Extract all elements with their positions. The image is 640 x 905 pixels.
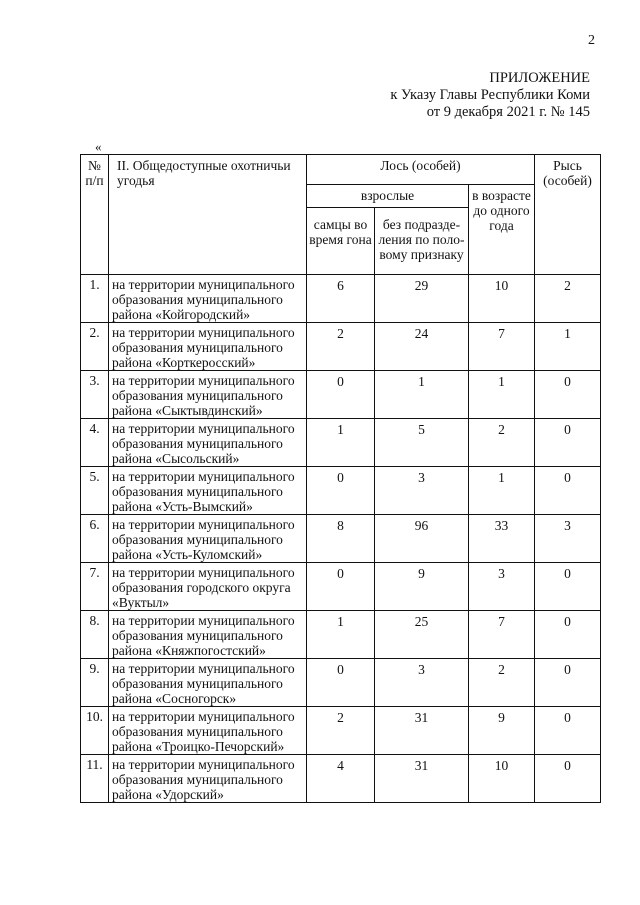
territory-name: на территории муниципального образования муниципального района «Корткеросский» xyxy=(109,323,307,371)
males-count: 2 xyxy=(307,707,375,755)
table-row xyxy=(81,707,601,755)
males-count: 8 xyxy=(307,515,375,563)
males-count: 0 xyxy=(307,371,375,419)
unsexed-count: 96 xyxy=(375,515,469,563)
young-count: 10 xyxy=(469,275,535,323)
row-number: 5. xyxy=(81,467,109,515)
young-count: 2 xyxy=(469,419,535,467)
territory-name: на территории муниципального образования муниципального района «Усть-Вымский» xyxy=(109,467,307,515)
unsexed-count: 9 xyxy=(375,563,469,611)
young-count: 3 xyxy=(469,563,535,611)
table-row xyxy=(81,563,601,611)
table-row xyxy=(81,323,601,371)
page-number: 2 xyxy=(588,33,595,48)
row-number: 1. xyxy=(81,275,109,323)
males-count: 0 xyxy=(307,467,375,515)
header-young: в возрасте до одного года xyxy=(469,185,535,275)
table-row xyxy=(81,515,601,563)
males-count: 1 xyxy=(307,611,375,659)
row-number: 9. xyxy=(81,659,109,707)
males-count: 4 xyxy=(307,755,375,803)
lynx-count: 1 xyxy=(535,323,601,371)
males-count: 2 xyxy=(307,323,375,371)
hunting-quota-table xyxy=(80,154,601,803)
header-moose: Лось (особей) xyxy=(307,155,535,185)
appendix-decree-line: к Указу Главы Республики Коми xyxy=(390,87,590,103)
table-row xyxy=(81,659,601,707)
header-adults: взрослые xyxy=(307,185,469,208)
territory-name: на территории муниципального образования муниципального района «Княжпогостский» xyxy=(109,611,307,659)
males-count: 1 xyxy=(307,419,375,467)
row-number: 4. xyxy=(81,419,109,467)
territory-name: на территории муниципального образования муниципального района «Троицко-Печорский» xyxy=(109,707,307,755)
header-lynx: Рысь (особей) xyxy=(535,155,601,275)
lynx-count: 0 xyxy=(535,755,601,803)
opening-quote-mark: « xyxy=(95,139,102,154)
unsexed-count: 25 xyxy=(375,611,469,659)
header-territory: II. Общедоступные охотничьи угодья xyxy=(109,155,307,275)
lynx-count: 0 xyxy=(535,659,601,707)
row-number: 3. xyxy=(81,371,109,419)
young-count: 1 xyxy=(469,467,535,515)
unsexed-count: 24 xyxy=(375,323,469,371)
row-number: 7. xyxy=(81,563,109,611)
territory-name: на территории муниципального образования муниципального района «Усть-Куломский» xyxy=(109,515,307,563)
unsexed-count: 3 xyxy=(375,659,469,707)
unsexed-count: 29 xyxy=(375,275,469,323)
lynx-count: 3 xyxy=(535,515,601,563)
table-row xyxy=(81,755,601,803)
header-males: самцы во время гона xyxy=(307,208,375,275)
territory-name: на территории муниципального образования муниципального района «Сысольский» xyxy=(109,419,307,467)
territory-name: на территории муниципального образования муниципального района «Сыктывдинский» xyxy=(109,371,307,419)
lynx-count: 2 xyxy=(535,275,601,323)
table-row xyxy=(81,419,601,467)
territory-name: на территории муниципального образования муниципального района «Койгородский» xyxy=(109,275,307,323)
row-number: 11. xyxy=(81,755,109,803)
unsexed-count: 31 xyxy=(375,755,469,803)
table-row xyxy=(81,467,601,515)
lynx-count: 0 xyxy=(535,419,601,467)
header-num: № п/п xyxy=(81,155,109,275)
territory-name: на территории муниципального образования муниципального района «Сосногорск» xyxy=(109,659,307,707)
row-number: 10. xyxy=(81,707,109,755)
males-count: 0 xyxy=(307,659,375,707)
young-count: 33 xyxy=(469,515,535,563)
header-no-sex: без подразде-ления по поло-вому признаку xyxy=(375,208,469,275)
lynx-count: 0 xyxy=(535,707,601,755)
young-count: 7 xyxy=(469,323,535,371)
row-number: 6. xyxy=(81,515,109,563)
unsexed-count: 5 xyxy=(375,419,469,467)
young-count: 2 xyxy=(469,659,535,707)
young-count: 7 xyxy=(469,611,535,659)
appendix-header xyxy=(390,70,590,121)
territory-name: на территории муниципального образования городского округа «Вуктыл» xyxy=(109,563,307,611)
row-number: 8. xyxy=(81,611,109,659)
table-row xyxy=(81,611,601,659)
territory-name: на территории муниципального образования муниципального района «Удорский» xyxy=(109,755,307,803)
table-row xyxy=(81,371,601,419)
lynx-count: 0 xyxy=(535,467,601,515)
table-header-row-1 xyxy=(81,155,601,185)
young-count: 10 xyxy=(469,755,535,803)
unsexed-count: 31 xyxy=(375,707,469,755)
lynx-count: 0 xyxy=(535,563,601,611)
row-number: 2. xyxy=(81,323,109,371)
males-count: 0 xyxy=(307,563,375,611)
young-count: 9 xyxy=(469,707,535,755)
young-count: 1 xyxy=(469,371,535,419)
appendix-title: ПРИЛОЖЕНИЕ xyxy=(489,70,590,86)
table-row xyxy=(81,275,601,323)
appendix-date-line: от 9 декабря 2021 г. № 145 xyxy=(426,104,590,120)
lynx-count: 0 xyxy=(535,611,601,659)
lynx-count: 0 xyxy=(535,371,601,419)
unsexed-count: 3 xyxy=(375,467,469,515)
unsexed-count: 1 xyxy=(375,371,469,419)
males-count: 6 xyxy=(307,275,375,323)
